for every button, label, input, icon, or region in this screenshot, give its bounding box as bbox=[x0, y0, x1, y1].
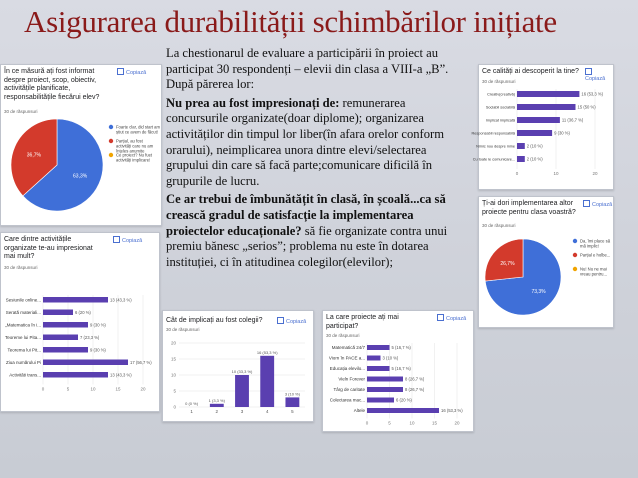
bar bbox=[367, 356, 381, 361]
bar-category-label: Târg de caritate bbox=[333, 387, 365, 393]
card-other-projects bbox=[322, 310, 474, 432]
card-wish bbox=[478, 196, 614, 328]
bar bbox=[367, 366, 390, 371]
bar-category-label: Cu toate le comunicare... bbox=[472, 157, 515, 162]
responses-count: 30 de răspunsuri bbox=[482, 223, 516, 228]
intro-paragraph: La chestionarul de evaluare a participării în proiect au participat 30 respondenți – elevii din clasa a VIII-a „B”. După părerea lor: bbox=[166, 46, 449, 92]
x-tick-label: 0 bbox=[515, 171, 519, 176]
bar-value-label: 11 (36,7 %) bbox=[561, 117, 584, 123]
x-tick-label: 20 bbox=[592, 171, 598, 176]
improvement-paragraph bbox=[166, 192, 458, 270]
bar-value-label: 2 (10 %) bbox=[526, 143, 543, 149]
slide-title: Asigurarea durabilității schimbărilor inițiate bbox=[24, 4, 557, 39]
x-tick-label: 15 bbox=[115, 386, 121, 392]
y-tick-label: 10 bbox=[170, 372, 176, 378]
x-tick-label: 10 bbox=[553, 171, 559, 176]
legend-label: Ce proiect? Nu fuet bbox=[116, 152, 153, 158]
copy-button[interactable]: Copiază bbox=[277, 317, 306, 325]
x-tick-label: 10 bbox=[409, 420, 415, 426]
bar-category-label: Educația elevilo... bbox=[329, 366, 365, 372]
bar-category-label: Teorema lui Pit... bbox=[7, 347, 41, 353]
x-tick-label: 2 bbox=[215, 409, 219, 414]
legend-label: Parțial e holbe... bbox=[580, 252, 611, 258]
bar bbox=[517, 91, 579, 97]
bar bbox=[43, 322, 88, 328]
bar-category-label: Vieln Forever bbox=[338, 376, 365, 382]
bar-value-label: 13 (43,3 %) bbox=[110, 297, 132, 303]
bar bbox=[43, 347, 88, 353]
x-tick-label: 20 bbox=[140, 386, 146, 392]
legend-label: activități care nu am bbox=[116, 143, 154, 149]
card-qualities bbox=[471, 64, 614, 190]
x-tick-label: 5 bbox=[291, 409, 294, 414]
bar-category-label: Matematică 24/7 bbox=[331, 345, 365, 351]
x-tick-label: 10 bbox=[90, 386, 96, 392]
bar-value-label: 8 (26,7 %) bbox=[405, 387, 425, 393]
bar-value-label: 16 (53,3 %) bbox=[256, 349, 278, 355]
bar-value-label: 8 (26,7 %) bbox=[405, 376, 425, 382]
x-tick-label: 20 bbox=[454, 420, 460, 426]
bar-value-label: 13 (43,3 %) bbox=[110, 372, 132, 378]
bar bbox=[367, 408, 439, 413]
y-tick-label: 20 bbox=[170, 340, 176, 346]
bar-chart-colleagues bbox=[163, 335, 313, 421]
y-tick-label: 15 bbox=[170, 356, 176, 362]
impression-paragraph bbox=[166, 96, 458, 190]
bar-category-label: Nimic nou despre mine bbox=[476, 144, 515, 149]
bar-value-label: 15 (50 %) bbox=[577, 104, 596, 110]
card-activities bbox=[0, 232, 160, 412]
legend-marker bbox=[573, 239, 577, 243]
bar-value-label: 6 (20 %) bbox=[75, 309, 91, 315]
bar-category-label: Responsabil responsabilă bbox=[471, 131, 515, 136]
bar-chart-other-projects bbox=[323, 341, 473, 433]
card-colleagues bbox=[162, 310, 314, 422]
bar-category-label: „Matematica în i... bbox=[5, 322, 41, 328]
bar bbox=[367, 345, 390, 350]
legend-label: Foarte clar, did start am bbox=[116, 124, 160, 130]
legend-marker bbox=[109, 139, 113, 143]
legend-label: mă implic! bbox=[580, 243, 599, 249]
legend-label: Parțial, au fost bbox=[116, 138, 143, 144]
bar-value-label: 7 (23,3 %) bbox=[80, 334, 100, 340]
bar bbox=[517, 117, 560, 123]
bar-category-label: Activităti trans... bbox=[9, 372, 41, 378]
x-tick-label: 5 bbox=[388, 420, 391, 426]
bar-value-label: 2 (10 %) bbox=[526, 156, 543, 162]
bar-category-label: Teoreme lui Pita... bbox=[4, 334, 41, 340]
bar bbox=[367, 377, 403, 382]
legend-label: activități implicare! bbox=[116, 157, 151, 163]
bar bbox=[517, 130, 552, 136]
responses-count: 30 de răspunsuri bbox=[4, 109, 38, 114]
bar bbox=[210, 404, 224, 407]
bar-value-label: 17 (56,7 %) bbox=[130, 359, 152, 365]
bar bbox=[43, 310, 73, 316]
bar-value-label: 9 (30 %) bbox=[554, 130, 570, 136]
card-question: La care proiecte ați mai participat? bbox=[326, 314, 399, 330]
legend-label: știut ce avem de făcut! bbox=[116, 129, 158, 135]
bar-category-label: Sesiunile online... bbox=[5, 297, 41, 303]
bar-category-label: Ziua numărului Pi bbox=[5, 359, 41, 365]
bar bbox=[43, 335, 78, 341]
x-tick-label: 15 bbox=[431, 420, 438, 426]
x-tick-label: 0 bbox=[41, 386, 45, 392]
bar bbox=[517, 156, 525, 162]
bar-value-label: 16 (53,3 %) bbox=[441, 408, 463, 414]
legend-label: vreau pentru... bbox=[580, 271, 608, 277]
card-question: Ce calități ai descoperit la tine? bbox=[482, 68, 579, 75]
legend-marker bbox=[573, 267, 577, 271]
pie-slice-label: 36,7% bbox=[26, 152, 41, 159]
copy-button[interactable]: Copiază bbox=[583, 200, 612, 208]
bar-category-label: Serată materiali... bbox=[5, 309, 41, 315]
bar-value-label: 9 (30 %) bbox=[90, 322, 106, 328]
y-tick-label: 5 bbox=[173, 388, 176, 394]
bar-value-label: 0 (0 %) bbox=[185, 401, 199, 406]
card-question: Cât de implicați au fost colegii? bbox=[166, 317, 263, 324]
card-informed bbox=[0, 64, 162, 226]
bar bbox=[367, 398, 394, 403]
card-question: Ți-ai dori implementarea altor proiecte pentru clasa voastră? bbox=[482, 200, 576, 216]
bar-category-label: Viorn în PACE a... bbox=[328, 355, 365, 361]
bar-value-label: 5 (16,7 %) bbox=[391, 366, 411, 372]
bar-value-label: 10 (33,3 %) bbox=[231, 369, 253, 374]
bar bbox=[260, 356, 274, 407]
responses-count: 30 de răspunsuri bbox=[482, 79, 516, 84]
bar-value-label: 9 (30 %) bbox=[90, 347, 106, 353]
card-question: Care dintre activitățile organizate te-au impresionat mai mult? bbox=[4, 236, 93, 260]
bar-value-label: 3 (10 %) bbox=[382, 355, 399, 361]
pie-chart-informed bbox=[1, 115, 161, 225]
bar bbox=[367, 387, 403, 392]
bar bbox=[43, 360, 128, 366]
x-tick-label: 3 bbox=[240, 409, 244, 414]
bar bbox=[517, 104, 576, 110]
copy-button[interactable]: Copiază bbox=[113, 236, 142, 244]
bar-category-label: Implicat implicată bbox=[485, 118, 515, 123]
pie-slice-label: 26,7% bbox=[500, 261, 515, 268]
x-tick-label: 5 bbox=[66, 386, 70, 392]
bar bbox=[285, 397, 299, 407]
copy-button[interactable]: Copiază bbox=[585, 68, 613, 82]
bar-chart-qualities bbox=[471, 87, 613, 187]
legend-marker bbox=[109, 125, 113, 129]
bar-category-label: Colectarea mac... bbox=[329, 397, 365, 403]
x-tick-label: 4 bbox=[265, 409, 269, 414]
bar-value-label: 6 (20 %) bbox=[396, 397, 412, 403]
bar bbox=[43, 372, 108, 378]
improvement-heading: Ce ar trebui de îmbunătățit în clasă, în școală...ca să crească gradul de satisfacție la implementarea proiectelor educaționale? bbox=[166, 192, 446, 238]
legend-label: înțeles anumite bbox=[116, 148, 145, 154]
improvement-text: să fie organizate contra unui premiu bănesc „serios”; problema nu este în dotarea instituției, ci în atitudinea colegilor(elevilor); bbox=[166, 223, 448, 269]
slide-body-text bbox=[166, 46, 458, 273]
copy-button[interactable]: Copiază bbox=[437, 314, 466, 322]
bar bbox=[235, 375, 249, 407]
bar bbox=[517, 143, 525, 149]
x-tick-label: 0 bbox=[365, 420, 369, 426]
legend-marker bbox=[573, 253, 577, 257]
responses-count: 30 de răspunsuri bbox=[166, 327, 200, 332]
bar-value-label: 16 (53,3 %) bbox=[581, 91, 604, 97]
pie-slice-label: 73,3% bbox=[531, 288, 546, 295]
bar bbox=[43, 297, 108, 303]
bar-value-label: 5 (16,7 %) bbox=[391, 345, 411, 351]
bar-chart-activities bbox=[1, 273, 159, 409]
card-question: În ce măsură ați fost informat despre proiect, scop, obiectiv, activitățile planificate, responsabilitățile fiecărui elev? bbox=[4, 68, 100, 101]
bar-category-label: Creativ(creativă) bbox=[487, 92, 515, 97]
legend-label: Nu! Nu ne mai bbox=[580, 266, 607, 272]
bar-category-label: Sociabil sociabilă bbox=[485, 105, 515, 110]
impression-text: remunerarea concursurile organizate(doar diplome); organizarea activităților din timpul lor liber(în afara orelor conform orarului), neimplicarea unora dintre elevi/selectarea grupului din care să facă parte;comunicare dificilă în grupurile de lucru. bbox=[166, 95, 445, 188]
y-tick-label: 0 bbox=[173, 404, 176, 410]
pie-slice-label: 63,3% bbox=[73, 173, 88, 180]
responses-count: 30 de răspunsuri bbox=[326, 333, 360, 338]
impression-heading: Nu prea au fost impresionați de: bbox=[166, 95, 340, 110]
legend-label: Da, îmi place să bbox=[580, 238, 611, 244]
bar-category-label: Altele bbox=[353, 408, 365, 414]
copy-button[interactable]: Copiază bbox=[117, 68, 146, 76]
bar-value-label: 1 (3,3 %) bbox=[208, 397, 225, 403]
pie-slice bbox=[485, 239, 523, 281]
legend-marker bbox=[109, 153, 113, 157]
x-tick-label: 1 bbox=[190, 409, 193, 414]
bar-value-label: 3 (10 %) bbox=[284, 391, 300, 397]
pie-chart-wish bbox=[479, 231, 613, 327]
responses-count: 30 de răspunsuri bbox=[4, 265, 38, 270]
